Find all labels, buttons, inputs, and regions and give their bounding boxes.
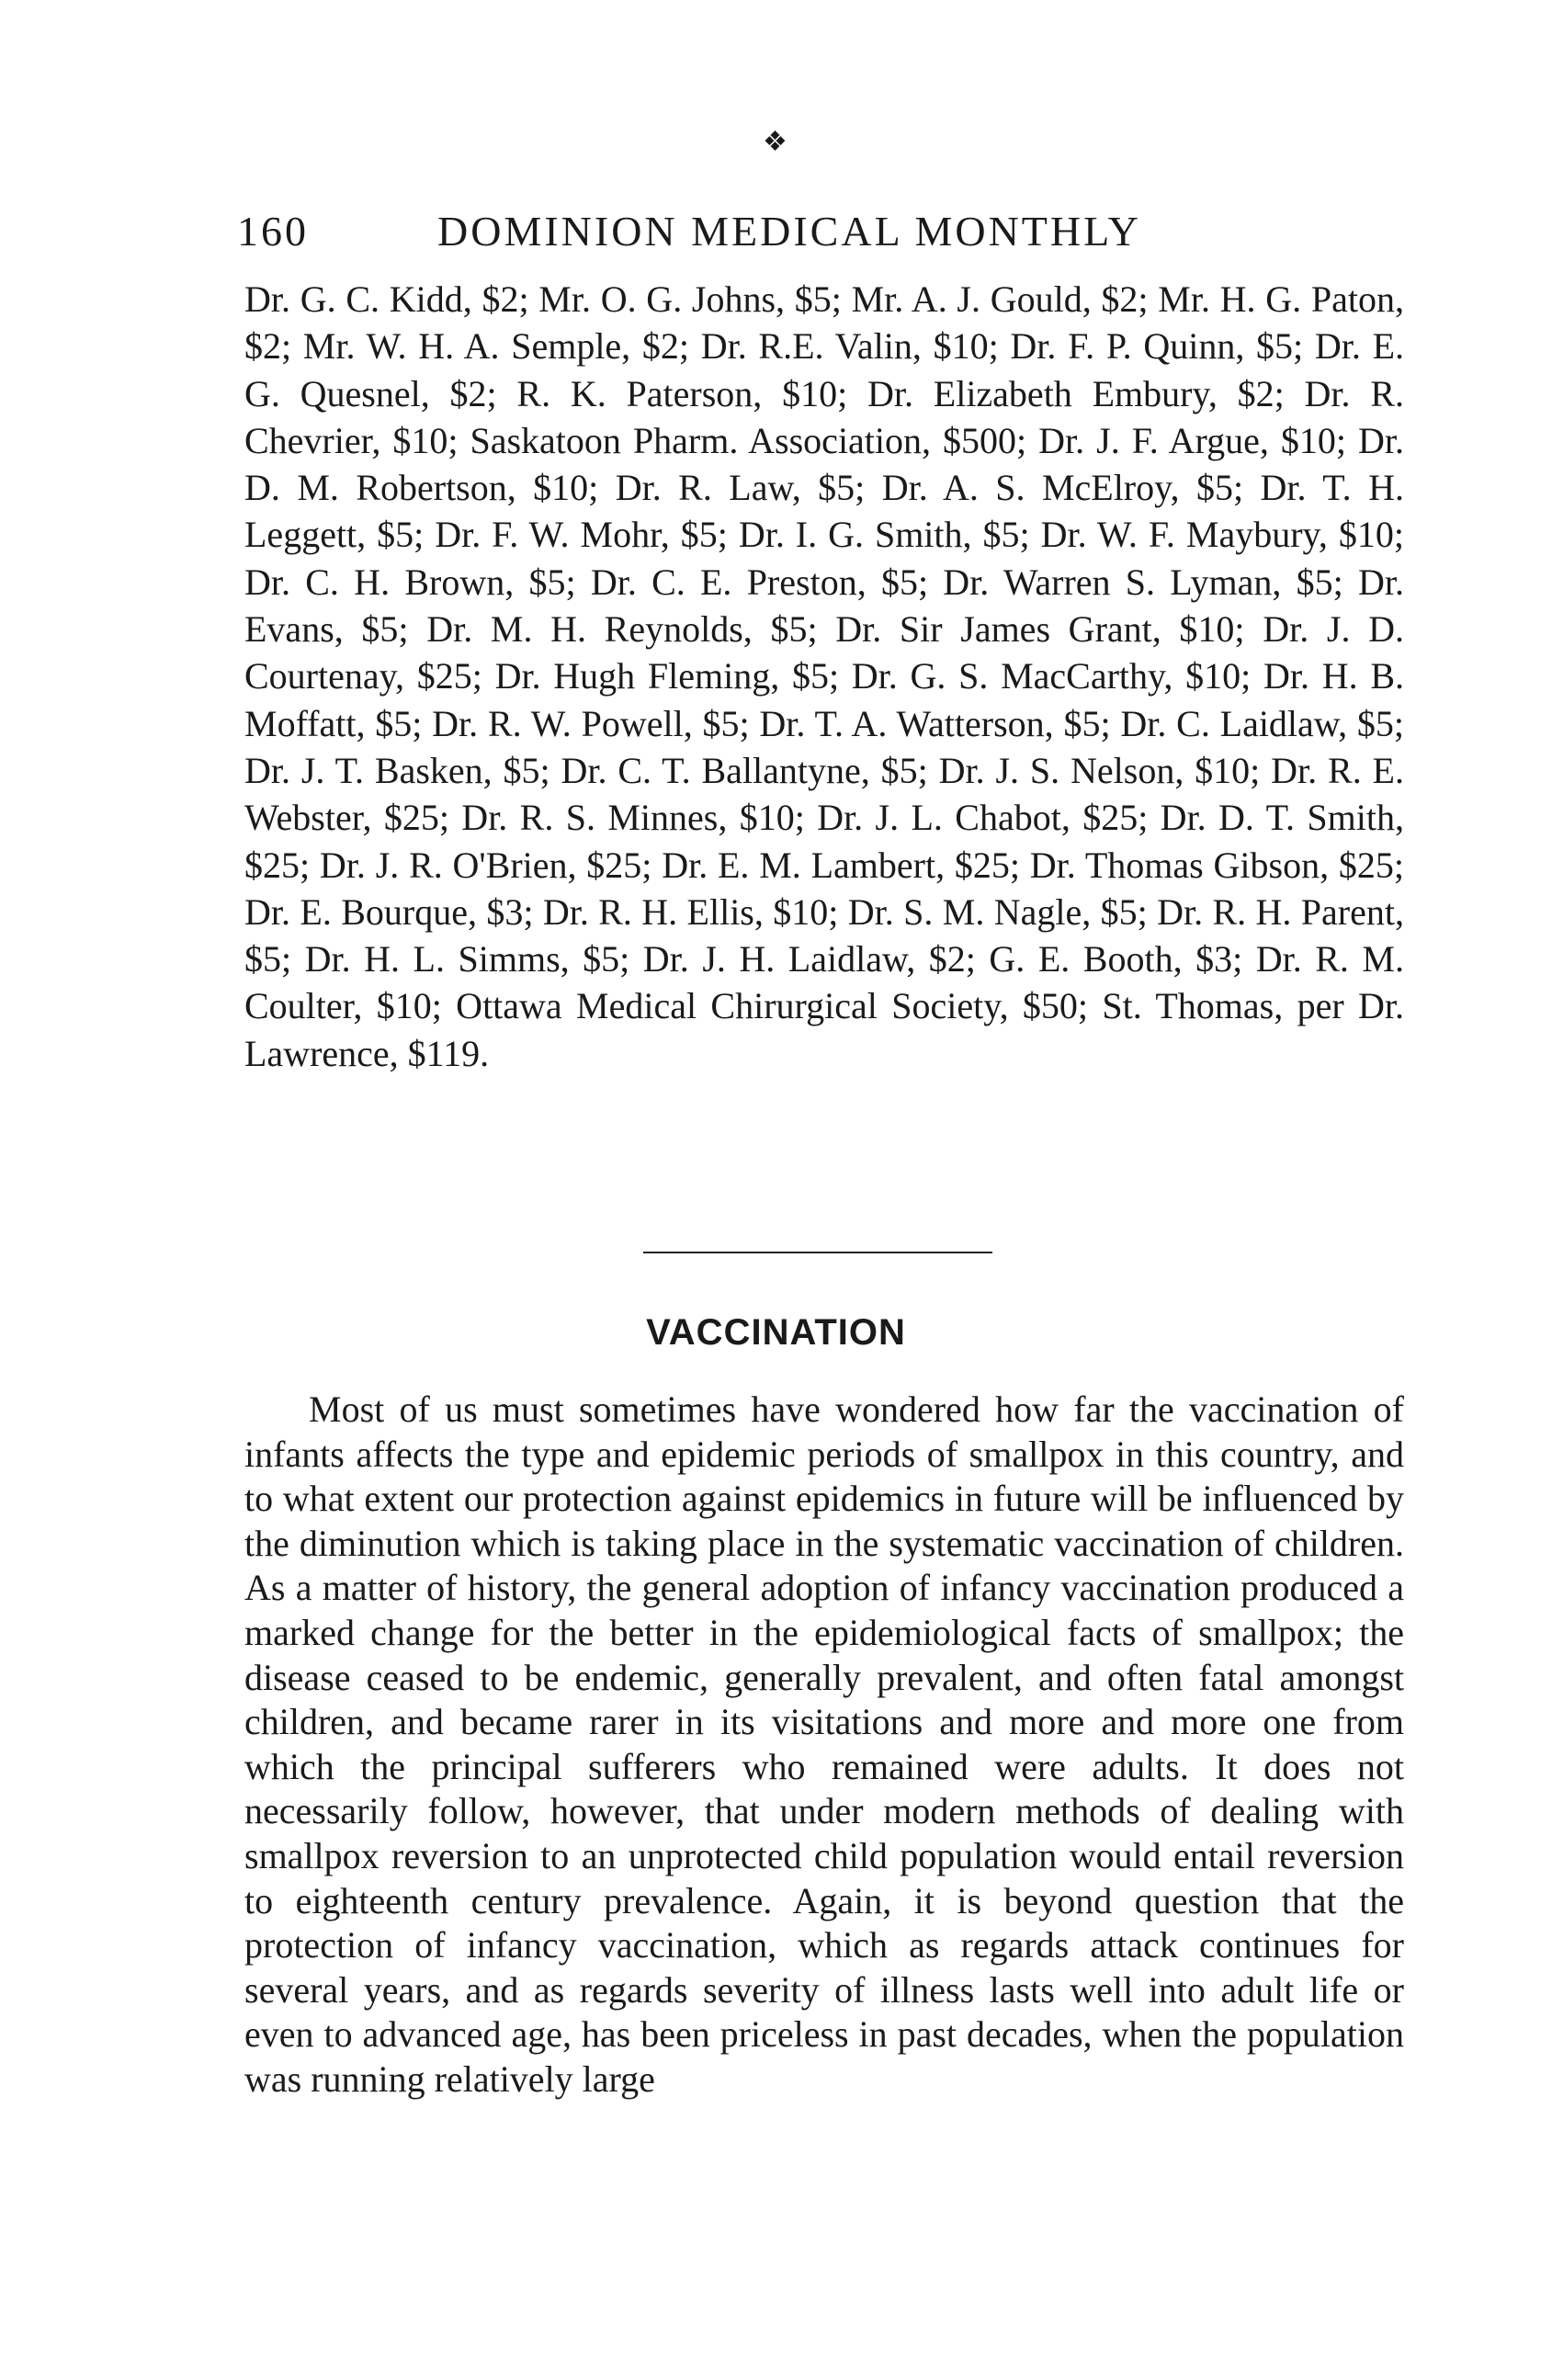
page-number: 160 (237, 208, 309, 255)
donor-list-paragraph: Dr. G. C. Kidd, $2; Mr. O. G. Johns, $5; Mr. A. J. Gould, $2; Mr. H. G. Paton, $2; Mr. W. H. A. Semple, $2; Dr. R.E. Valin, $10; Dr. F. P. Quinn, $5; Dr. E. G. Quesnel, $2; R. K. Paterson, $10; Dr. Elizabeth Embury, $2; Dr. R. Chevrier, $10; Saskatoon Pharm. Association, $500; Dr. J. F. Argue, $10; Dr. D. M. Robertson, $10; Dr. R. Law, $5; Dr. A. S. McElroy, $5; Dr. T. H. Leggett, $5; Dr. F. W. Mohr, $5; Dr. I. G. Smith, $5; Dr. W. F. Maybury, $10; Dr. C. H. Brown, $5; Dr. C. E. Preston, $5; Dr. Warren S. Lyman, $5; Dr. Evans, $5; Dr. M. H. Reynolds, $5; Dr. Sir James Grant, $10; Dr. J. D. Courtenay, $25; Dr. Hugh Fleming, $5; Dr. G. S. MacCarthy, $10; Dr. H. B. Moffatt, $5; Dr. R. W. Powell, $5; Dr. T. A. Watterson, $5; Dr. C. Laidlaw, $5; Dr. J. T. Basken, $5; Dr. C. T. Ballantyne, $5; Dr. J. S. Nelson, $10; Dr. R. E. Webster, $25; Dr. R. S. Minnes, $10; Dr. J. L. Chabot, $25; Dr. D. T. Smith, $25; Dr. J. R. O'Brien, $25; Dr. E. M. Lambert, $25; Dr. Thomas Gibson, $25; Dr. E. Bourque, $3; Dr. R. H. Ellis, $10; Dr. S. M. Nagle, $5; Dr. R. H. Parent, $5; Dr. H. L. Simms, $5; Dr. J. H. Laidlaw, $2; G. E. Booth, $3; Dr. R. M. Coulter, $10; Ottawa Medical Chirurgical Society, $50; St. Thomas, per Dr. Lawrence, $119. (244, 278, 1404, 1074)
journal-title: DOMINION MEDICAL MONTHLY (437, 208, 1141, 255)
running-head (237, 204, 1402, 259)
section-divider (643, 1252, 992, 1253)
printer-ornament-icon: ❖ (763, 127, 787, 157)
article-body-paragraph: Most of us must sometimes have wondered how far the vaccination of infants affects the type and epidemic periods of smallpox in this country, and to what extent our protection against epidemics in future will be influenced by the diminution which is taking place in the systematic vaccination of children. As a matter of history, the general adoption of infancy vaccination produced a marked change for the better in the epidemiological facts of smallpox; the disease ceased to be endemic, generally prevalent, and often fatal amongst children, and became rarer in its visitations and more and more one from which the principal sufferers who remained were adults. It does not necessarily follow, however, that under modern methods of dealing with smallpox reversion to an unprotected child population would entail reversion to eighteenth century prevalence. Again, it is beyond question that the protection of infancy vaccination, which as regards attack continues for several years, and as regards severity of illness lasts well into adult life or even to advanced age, has been priceless in past decades, when the population was running relatively large (244, 1388, 1404, 2100)
section-heading: VACCINATION (646, 1312, 906, 1353)
